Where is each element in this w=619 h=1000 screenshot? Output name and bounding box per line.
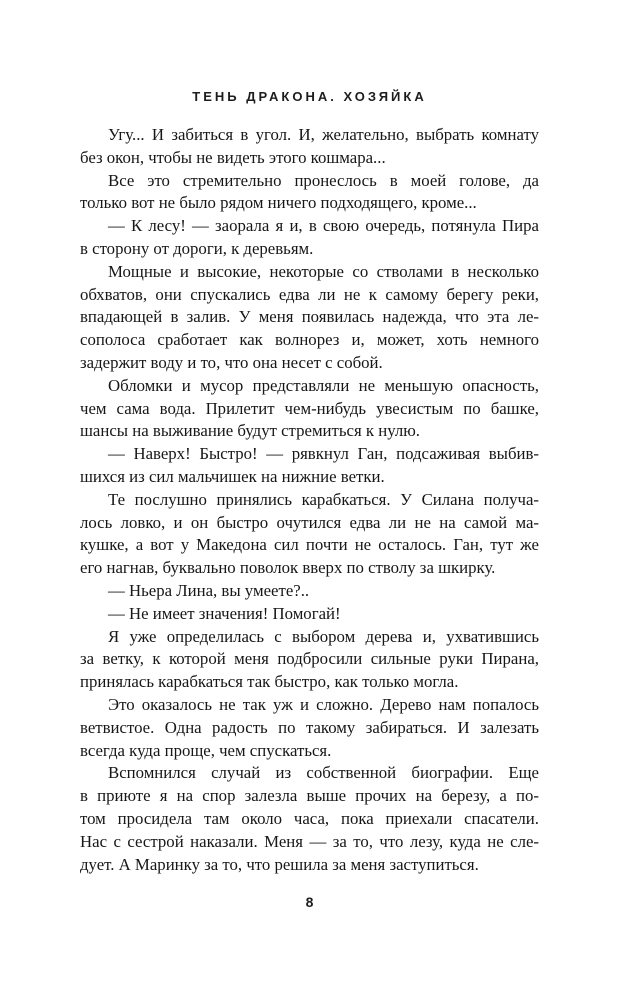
paragraph xyxy=(80,489,539,580)
text-line: лось ловко, и он быстро очутился едва ли не на самой ма- xyxy=(80,512,539,532)
paragraph xyxy=(80,694,539,762)
paragraph xyxy=(80,215,539,261)
text-line: — Не имеет значения! Помогай! xyxy=(108,603,341,623)
text-line: его нагнав, буквально поволок вверх по стволу за шкирку. xyxy=(80,558,496,578)
text-line: только вот не было рядом ничего подходящего, кроме... xyxy=(80,193,477,213)
text-line: ветвистое. Одна радость по такому забираться. И залезать xyxy=(80,717,539,737)
text-line: чем сама вода. Прилетит чем-нибудь увесистым по башке, xyxy=(80,398,539,418)
text-line: шихся из сил мальчишек на нижние ветки. xyxy=(80,466,385,486)
text-line: Обломки и мусор представляли не меньшую опасность, xyxy=(108,375,539,395)
text-line: Это оказалось не так уж и сложно. Дерево нам попалось xyxy=(108,694,539,714)
text-line: Угу... И забиться в угол. И, желательно, выбрать комнату xyxy=(108,125,539,144)
page-body xyxy=(80,124,539,876)
text-line: в приюте я на спор залезла выше прочих на березу, а по- xyxy=(80,786,539,806)
paragraph xyxy=(80,626,539,694)
text-line: за ветку, к которой меня подбросили сильные руки Пирана, xyxy=(80,649,539,669)
paragraph xyxy=(80,603,539,626)
text-line: — Наверх! Быстро! — рявкнул Ган, подсаживая выбив- xyxy=(108,444,539,464)
text-line: принялась карабкаться так быстро, как только могла. xyxy=(80,672,459,692)
text-line: задержит воду и то, что она несет с собой. xyxy=(80,352,383,372)
running-head-title: ТЕНЬ ДРАКОНА. ХОЗЯЙКА xyxy=(192,89,427,104)
paragraph xyxy=(80,580,539,603)
text-line: обхватов, они спускались едва ли не к самому берегу реки, xyxy=(80,284,539,304)
text-line: кушке, а вот у Македона сил почти не осталось. Ган, тут же xyxy=(80,535,539,555)
text-line: дует. А Маринку за то, что решила за меня заступиться. xyxy=(80,854,479,874)
text-line: — К лесу! — заорала я и, в свою очередь, потянула Пира xyxy=(108,216,539,236)
text-line: в сторону от дороги, к деревьям. xyxy=(80,238,314,258)
paragraph xyxy=(80,762,539,876)
text-line: Все это стремительно пронеслось в моей голове, да xyxy=(108,170,539,190)
text-line: Те послушно принялись карабкаться. У Силана получа- xyxy=(108,489,539,509)
text-line: сополоса сработает как волнорез и, может, хоть немного xyxy=(80,330,539,350)
text-line: том просидела там около часа, пока приехали спасатели. xyxy=(80,808,539,828)
paragraph xyxy=(80,443,539,489)
page-number: 8 xyxy=(305,894,314,910)
paragraph xyxy=(80,261,539,375)
paragraph xyxy=(80,170,539,216)
text-line: без окон, чтобы не видеть этого кошмара... xyxy=(80,147,386,167)
text-line: шансы на выживание будут стремиться к нулю. xyxy=(80,421,420,441)
text-line: Я уже определилась с выбором дерева и, ухватившись xyxy=(108,626,539,646)
text-line: — Ньера Лина, вы умеете?.. xyxy=(108,580,310,600)
text-line: Нас с сестрой наказали. Меня — за то, что лезу, куда не сле- xyxy=(80,831,539,851)
text-line: всегда куда проще, чем спускаться. xyxy=(80,740,332,760)
text-line: Мощные и высокие, некоторые со стволами в несколько xyxy=(108,261,539,281)
paragraph xyxy=(80,375,539,443)
text-line: впадающей в залив. У меня появилась надежда, что эта ле- xyxy=(80,307,539,327)
text-line: Вспомнился случай из собственной биографии. Еще xyxy=(108,763,539,783)
paragraph xyxy=(80,124,539,170)
